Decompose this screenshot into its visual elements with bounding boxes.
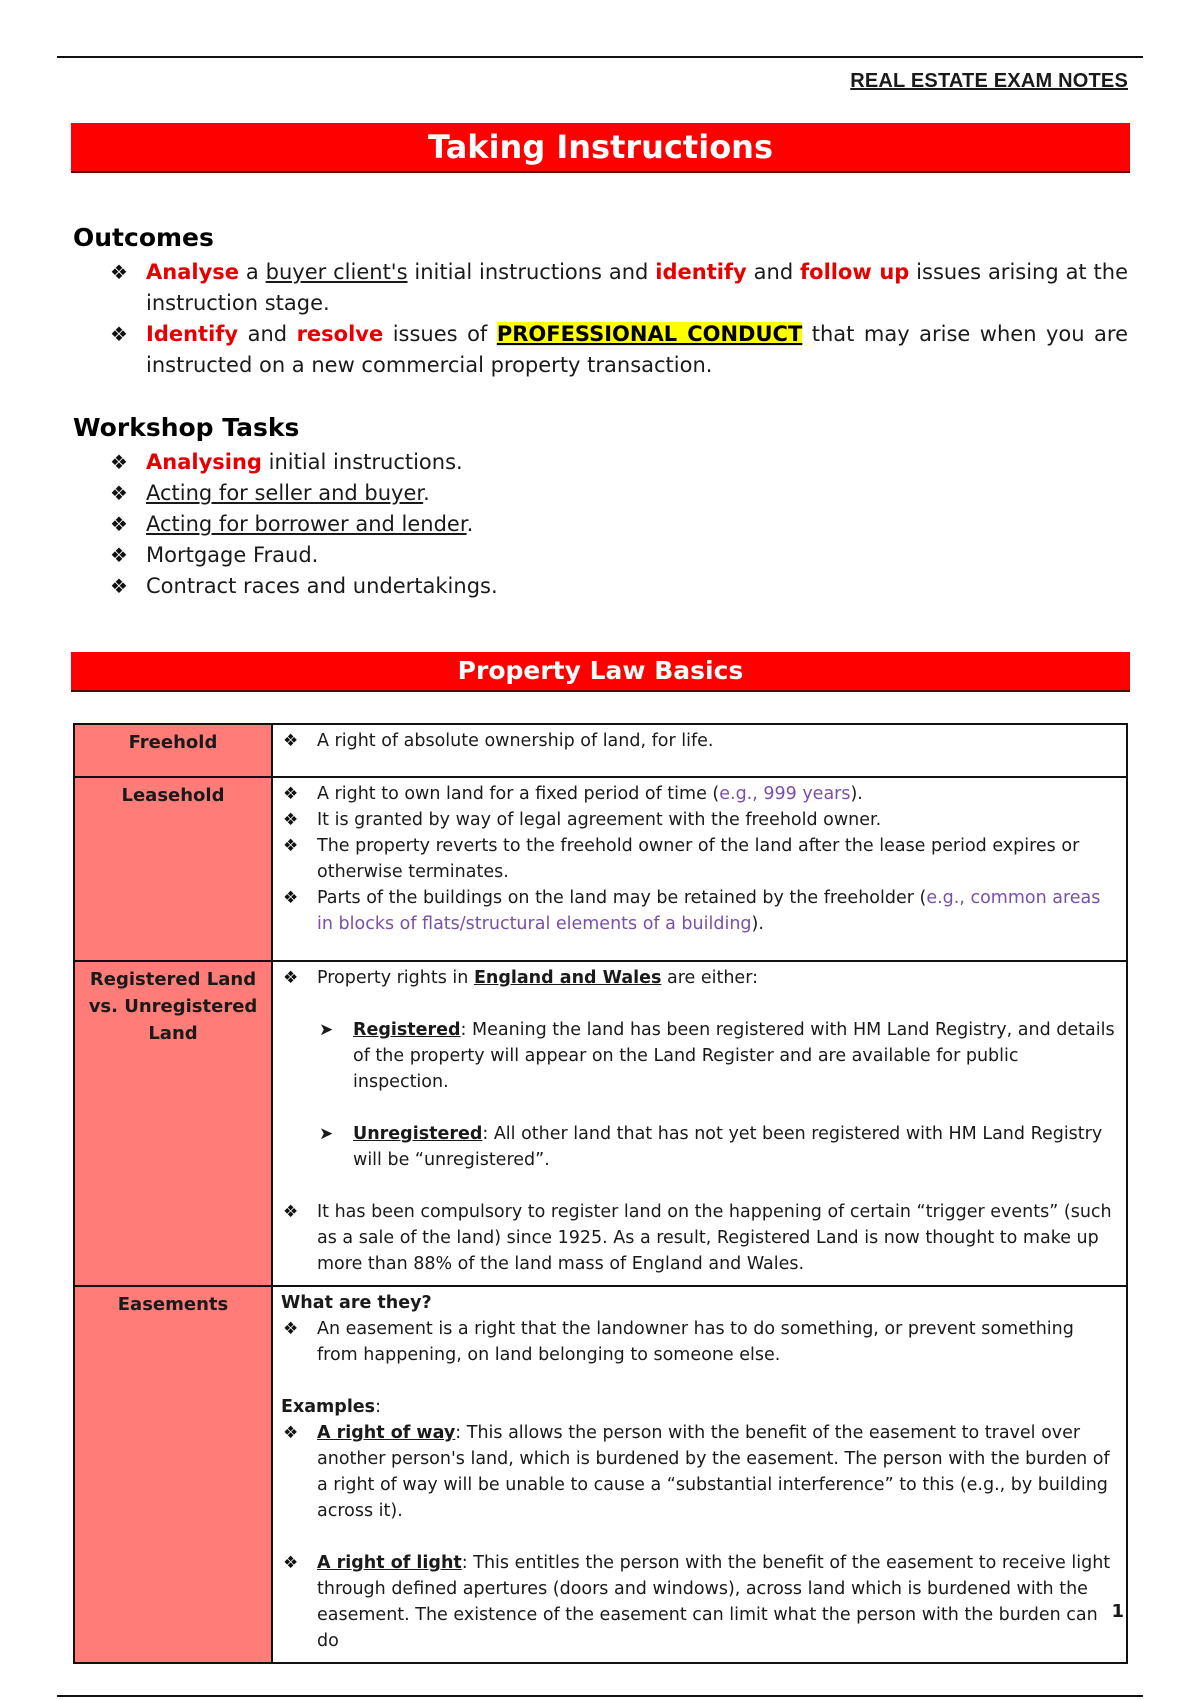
- list-item: ❖ Mortgage Fraud.: [110, 540, 1128, 571]
- diamond-bullet-icon: ❖: [283, 836, 299, 856]
- diamond-bullet-icon: ❖: [283, 1423, 299, 1443]
- diamond-bullet-icon: ❖: [110, 574, 128, 598]
- diamond-bullet-icon: ❖: [110, 260, 128, 284]
- arrow-bullet-icon: ➤: [319, 1020, 334, 1040]
- diamond-bullet-icon: ❖: [283, 968, 299, 988]
- table-row: [74, 724, 1127, 777]
- document-header: REAL ESTATE EXAM NOTES: [850, 70, 1128, 92]
- tasks-list: [110, 447, 1128, 602]
- property-law-table: [73, 723, 1128, 1664]
- list-item: ❖ Acting for borrower and lender.: [110, 509, 1128, 540]
- subheading: Examples:: [281, 1397, 382, 1417]
- list-item: ❖ Analysing initial instructions.: [110, 447, 1128, 478]
- bottom-rule: [57, 1695, 1143, 1697]
- diamond-bullet-icon: ❖: [283, 1553, 299, 1573]
- definition-cell: ❖ A right of absolute ownership of land, for life.: [272, 724, 1127, 777]
- diamond-bullet-icon: ❖: [283, 1319, 299, 1339]
- top-rule: [57, 56, 1143, 58]
- diamond-bullet-icon: ❖: [283, 888, 299, 908]
- section-banner: Property Law Basics: [71, 652, 1130, 692]
- list-item: ❖ Acting for seller and buyer.: [110, 478, 1128, 509]
- table-row: [74, 961, 1127, 1286]
- diamond-bullet-icon: ❖: [283, 1202, 299, 1222]
- subheading: What are they?: [281, 1293, 432, 1313]
- outcomes-heading: Outcomes: [73, 223, 214, 252]
- diamond-bullet-icon: ❖: [283, 731, 299, 751]
- definition-cell: ❖ A right to own land for a fixed period of time (e.g., 999 years). ❖ It is granted by way of legal agreement with the freehold owner. ❖ The property reverts to the freehold owner of the land after the lease period expires or otherwise terminates. ❖ Parts of the buildings on the land may be retained by the freeholder (e.g., common areas in blocks of flats/structural elements of a building).: [272, 777, 1127, 961]
- diamond-bullet-icon: ❖: [110, 322, 128, 346]
- definition-cell: What are they? ❖ An easement is a right that the landowner has to do something, or prevent something from happening, on land belonging to someone else. Examples: ❖ A right of way: This allows the person with the benefit of the easement to travel over another person's land, which is burdened by the easement. The person with the burden of a right of way will be unable to cause a “substantial interference” to this (e.g., by building across it). ❖ A right of light: This entitles the person with the benefit of the easement to receive light through defined apertures (doors and windows), across land which is burdened with the easement. The existence of the easement can limit what the person with the burden can do: [272, 1286, 1127, 1663]
- diamond-bullet-icon: ❖: [110, 481, 128, 505]
- term-cell: Registered Land vs. Unregistered Land: [74, 961, 272, 1286]
- table-row: [74, 1286, 1127, 1663]
- diamond-bullet-icon: ❖: [110, 450, 128, 474]
- table-row: [74, 777, 1127, 961]
- page-number: 1: [1111, 1601, 1124, 1622]
- term-cell: Leasehold: [74, 777, 272, 961]
- list-item: ❖ Identify and resolve issues of PROFESSIONAL CONDUCT that may arise when you are instructed on a new commercial property transaction.: [110, 319, 1128, 381]
- diamond-bullet-icon: ❖: [110, 512, 128, 536]
- definition-cell: ❖ Property rights in England and Wales are either: ➤ Registered: Meaning the land has been registered with HM Land Registry, and details of the property will appear on the Land Register and are available for public inspection. ➤ Unregistered: All other land that has not yet been registered with HM Land Registry will be “unregistered”. ❖ It has been compulsory to register land on the happening of certain “trigger events” (such as a sale of the land) since 1925. As a result, Registered Land is now thought to make up more than 88% of the land mass of England and Wales.: [272, 961, 1127, 1286]
- list-item: ❖ Analyse a buyer client's initial instructions and identify and follow up issues arising at the instruction stage.: [110, 257, 1128, 319]
- term-cell: Freehold: [74, 724, 272, 777]
- diamond-bullet-icon: ❖: [283, 784, 299, 804]
- diamond-bullet-icon: ❖: [283, 810, 299, 830]
- workshop-tasks-heading: Workshop Tasks: [73, 413, 300, 442]
- term-cell: Easements: [74, 1286, 272, 1663]
- outcomes-list: [110, 257, 1128, 381]
- diamond-bullet-icon: ❖: [110, 543, 128, 567]
- title-banner: Taking Instructions: [71, 123, 1130, 173]
- list-item: ❖ Contract races and undertakings.: [110, 571, 1128, 602]
- arrow-bullet-icon: ➤: [319, 1124, 334, 1144]
